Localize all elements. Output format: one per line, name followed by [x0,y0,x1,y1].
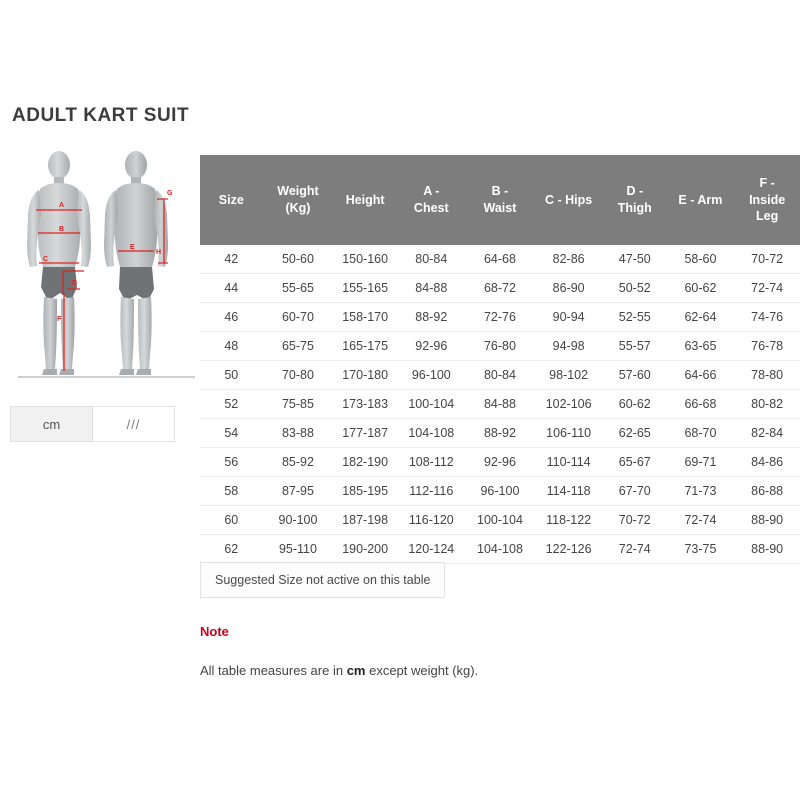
cell-inside-leg: 80-82 [734,390,800,419]
cell-size: 48 [200,332,263,361]
cell-thigh: 60-62 [603,390,667,419]
cell-weight: 87-95 [263,477,334,506]
cell-inside-leg: 88-90 [734,506,800,535]
body-measurement-diagram [10,141,195,386]
cell-height: 173-183 [333,390,397,419]
cell-size: 46 [200,303,263,332]
note-heading: Note [200,624,229,639]
back-figure [104,151,173,375]
cell-size: 50 [200,361,263,390]
th-thigh: D - Thigh [603,155,667,245]
cell-size: 62 [200,535,263,564]
table-header [200,155,800,245]
th-inside-leg: F - Inside Leg [734,155,800,245]
cell-arm: 69-71 [667,448,735,477]
cell-size: 58 [200,477,263,506]
table-row[interactable] [200,245,800,274]
cell-chest: 112-116 [397,477,466,506]
cell-height: 158-170 [333,303,397,332]
cell-arm: 58-60 [667,245,735,274]
cell-height: 170-180 [333,361,397,390]
cell-chest: 88-92 [397,303,466,332]
cell-chest: 100-104 [397,390,466,419]
table-row[interactable] [200,332,800,361]
cell-size: 60 [200,506,263,535]
page-title: ADULT KART SUIT [12,105,190,126]
th-arm: E - Arm [667,155,735,245]
cell-inside-leg: 70-72 [734,245,800,274]
cell-height: 185-195 [333,477,397,506]
table-body [200,245,800,564]
note-text [200,663,478,678]
cell-thigh: 65-67 [603,448,667,477]
front-figure [27,151,91,375]
cell-waist: 104-108 [466,535,535,564]
cell-thigh: 67-70 [603,477,667,506]
cell-arm: 64-66 [667,361,735,390]
cell-height: 165-175 [333,332,397,361]
table-row[interactable] [200,419,800,448]
table-row[interactable] [200,390,800,419]
cell-arm: 63-65 [667,332,735,361]
cell-waist: 92-96 [466,448,535,477]
table-header-row [200,155,800,245]
cell-hips: 82-86 [534,245,603,274]
cell-weight: 95-110 [263,535,334,564]
cell-weight: 75-85 [263,390,334,419]
table-row[interactable] [200,506,800,535]
cell-size: 44 [200,274,263,303]
cell-inside-leg: 82-84 [734,419,800,448]
cell-chest: 120-124 [397,535,466,564]
unit-option-cm[interactable]: cm [11,407,92,441]
cell-weight: 60-70 [263,303,334,332]
th-height: Height [333,155,397,245]
unit-option-alt[interactable]: /// [92,407,174,441]
label-B: B [59,226,65,233]
cell-hips: 122-126 [534,535,603,564]
cell-size: 56 [200,448,263,477]
unit-toggle[interactable] [10,406,175,442]
left-column [10,105,195,442]
cell-arm: 68-70 [667,419,735,448]
cell-arm: 72-74 [667,506,735,535]
table-row[interactable] [200,274,800,303]
cell-chest: 96-100 [397,361,466,390]
cell-chest: 116-120 [397,506,466,535]
cell-waist: 88-92 [466,419,535,448]
label-C: C [43,256,49,263]
cell-hips: 106-110 [534,419,603,448]
table-row[interactable] [200,535,800,564]
cell-chest: 92-96 [397,332,466,361]
cell-inside-leg: 76-78 [734,332,800,361]
cell-weight: 65-75 [263,332,334,361]
table-row[interactable] [200,448,800,477]
suggested-size-message: Suggested Size not active on this table [200,562,445,598]
label-F: F [57,316,62,323]
cell-height: 190-200 [333,535,397,564]
cell-size: 52 [200,390,263,419]
cell-hips: 90-94 [534,303,603,332]
cell-inside-leg: 84-86 [734,448,800,477]
cell-chest: 80-84 [397,245,466,274]
th-size: Size [200,155,263,245]
cell-inside-leg: 74-76 [734,303,800,332]
note-text-after: except weight (kg). [365,663,479,678]
cell-waist: 72-76 [466,303,535,332]
cell-waist: 80-84 [466,361,535,390]
mannequin-figures-svg [10,141,195,386]
table-row[interactable] [200,477,800,506]
cell-inside-leg: 86-88 [734,477,800,506]
cell-thigh: 57-60 [603,361,667,390]
cell-thigh: 47-50 [603,245,667,274]
cell-thigh: 52-55 [603,303,667,332]
cell-weight: 90-100 [263,506,334,535]
cell-weight: 50-60 [263,245,334,274]
th-weight: Weight (Kg) [263,155,334,245]
cell-inside-leg: 78-80 [734,361,800,390]
cell-arm: 71-73 [667,477,735,506]
cell-size: 42 [200,245,263,274]
th-chest: A - Chest [397,155,466,245]
cell-waist: 76-80 [466,332,535,361]
cell-thigh: 55-57 [603,332,667,361]
cell-size: 54 [200,419,263,448]
cell-height: 155-165 [333,274,397,303]
cell-thigh: 62-65 [603,419,667,448]
label-E: E [130,244,135,251]
th-hips: C - Hips [534,155,603,245]
label-H: H [156,249,162,256]
table-row[interactable] [200,361,800,390]
cell-hips: 114-118 [534,477,603,506]
cell-hips: 102-106 [534,390,603,419]
cell-height: 182-190 [333,448,397,477]
cell-height: 150-160 [333,245,397,274]
cell-weight: 70-80 [263,361,334,390]
cell-chest: 104-108 [397,419,466,448]
cell-chest: 108-112 [397,448,466,477]
cell-hips: 118-122 [534,506,603,535]
cell-thigh: 50-52 [603,274,667,303]
size-table-wrap [200,155,800,564]
cell-waist: 96-100 [466,477,535,506]
note-text-bold: cm [346,663,366,678]
cell-waist: 84-88 [466,390,535,419]
label-G: G [167,190,173,197]
cell-waist: 100-104 [466,506,535,535]
cell-waist: 64-68 [466,245,535,274]
cell-arm: 73-75 [667,535,735,564]
cell-arm: 66-68 [667,390,735,419]
cell-thigh: 70-72 [603,506,667,535]
cell-height: 177-187 [333,419,397,448]
cell-thigh: 72-74 [603,535,667,564]
cell-weight: 55-65 [263,274,334,303]
cell-height: 187-198 [333,506,397,535]
label-A: A [59,202,65,209]
cell-inside-leg: 88-90 [734,535,800,564]
cell-hips: 110-114 [534,448,603,477]
label-D: D [72,280,78,287]
note-text-before: All table measures are in [200,663,347,678]
cell-arm: 62-64 [667,303,735,332]
cell-chest: 84-88 [397,274,466,303]
cell-hips: 86-90 [534,274,603,303]
cell-weight: 85-92 [263,448,334,477]
cell-weight: 83-88 [263,419,334,448]
cell-waist: 68-72 [466,274,535,303]
cell-inside-leg: 72-74 [734,274,800,303]
size-table [200,155,800,564]
cell-hips: 94-98 [534,332,603,361]
cell-arm: 60-62 [667,274,735,303]
th-waist: B - Waist [466,155,535,245]
cell-hips: 98-102 [534,361,603,390]
table-row[interactable] [200,303,800,332]
